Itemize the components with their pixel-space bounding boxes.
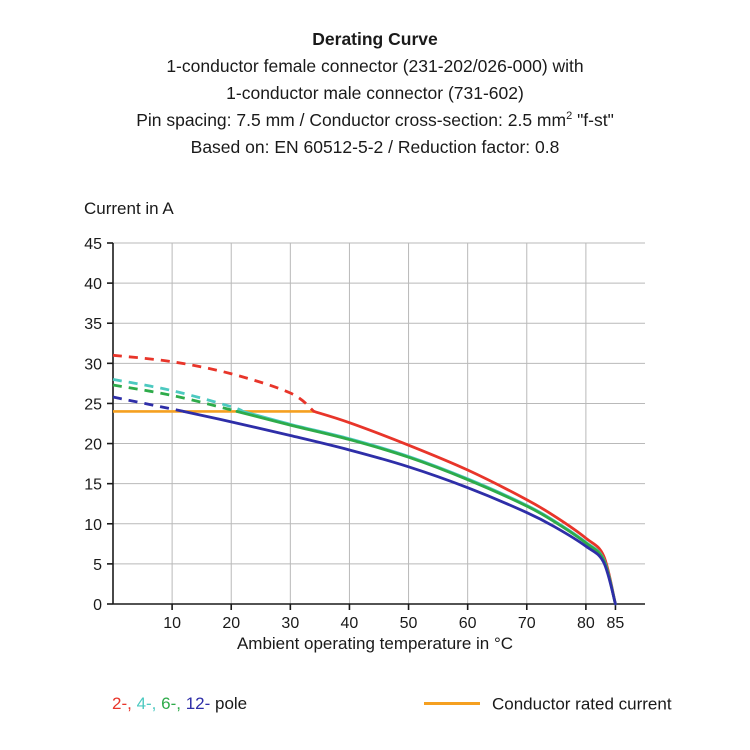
legend-pole-suffix: pole [210,694,248,713]
y-axis-tick-label: 10 [84,516,102,534]
x-axis-tick-label: 80 [576,615,595,632]
legend-poles [112,694,247,714]
chart-title-line-4-pre: Pin spacing: 7.5 mm / Conductor cross-section: 2.5 mm [136,110,567,130]
x-axis-tick-label: 85 [606,615,625,632]
series-line-solid [237,411,615,604]
series-line-solid [243,411,615,604]
y-axis-tick-label: 45 [84,236,102,253]
chart-title-line-1: Derating Curve [312,29,438,49]
y-axis-tick-label: 5 [93,556,102,574]
y-axis-tick-label: 15 [84,476,102,494]
y-axis-tick-label: 25 [84,396,102,414]
y-axis-title: Current in A [84,199,174,218]
legend-pole-label: 6-, [161,694,186,713]
legend-pole-label: 12- [185,694,211,713]
legend-rated-current-label: Conductor rated current [492,694,672,714]
chart-title-line-3: 1-conductor male connector (731-602) [226,83,524,103]
x-axis-tick-label: 50 [399,615,418,632]
x-axis-tick-label: 40 [340,615,359,632]
chart-legend [0,694,750,724]
y-axis-tick-label: 40 [84,276,102,294]
y-axis-tick-label: 35 [84,316,102,334]
x-axis-tick-label: 20 [222,615,241,632]
legend-rated-current [424,694,672,715]
chart-title-line-5: Based on: EN 60512-5-2 / Reduction factor: 0.8 [190,137,560,157]
chart-title-line-2: 1-conductor female connector (231-202/026-000) with [166,56,584,76]
legend-pole-label: 2-, [112,694,137,713]
y-axis-tick-label: 20 [84,436,102,454]
x-axis-tick-label: 30 [281,615,300,632]
y-axis-tick-label: 30 [84,356,102,374]
x-axis-tick-label: 70 [517,615,536,632]
chart-title-line-4-superscript: 2 [566,110,573,123]
series-line-dashed [113,385,238,412]
x-axis-title: Ambient operating temperature in °C [236,634,514,653]
legend-pole-label: 4-, [136,694,162,713]
chart-title-line-4-post: "f-st" [572,110,614,130]
x-axis-tick-label: 10 [163,615,182,632]
legend-line-swatch [424,702,480,705]
series-line-dashed [113,397,184,411]
x-axis-tick-label: 60 [458,615,477,632]
y-axis-tick-label: 0 [93,597,102,614]
